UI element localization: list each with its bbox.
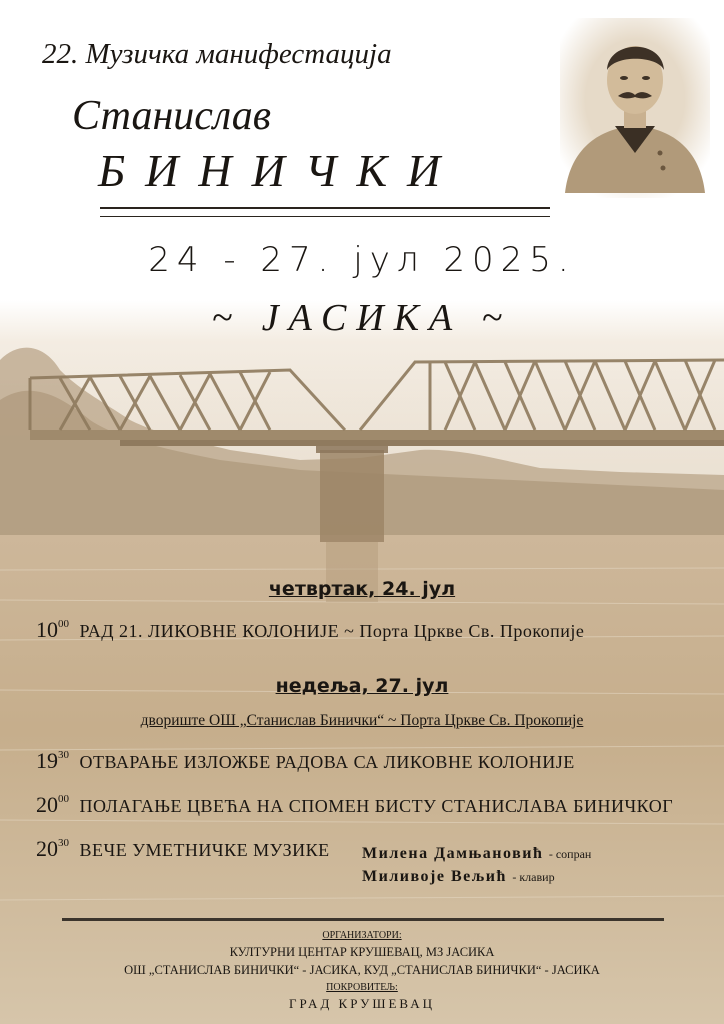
day2-event-3	[36, 836, 330, 862]
event-time: $20^{30}$	[36, 836, 69, 861]
festival-dates: 24 - 27. јул 2025.	[148, 240, 576, 280]
event-description: РАД 21. ЛИКОВНЕ КОЛОНИЈЕ ~ Порта Цркве Св. Прокопије	[79, 621, 585, 641]
day2-heading: недеља, 27. јул	[275, 675, 449, 697]
event-time: $10^{00}$	[36, 617, 69, 642]
event-description: ПОЛАГАЊЕ ЦВЕЋА НА СПОМЕН БИСТУ СТАНИСЛАВА БИНИЧКОГ	[79, 796, 674, 816]
festival-place: ~ ЈАСИКА ~	[211, 297, 513, 339]
day2-venues: двориште ОШ „Станислав Бинички“ ~ Порта Цркве Св. Прокопије	[140, 712, 584, 729]
footer-divider	[62, 918, 664, 921]
organizers-line-2: ОШ „СТАНИСЛАВ БИНИЧКИ“ - ЈАСИКА, КУД „СТАНИСЛАВ БИНИЧКИ“ - ЈАСИКА	[124, 963, 600, 977]
event-time: $20^{00}$	[36, 792, 69, 817]
festival-title-first: Станислав	[72, 93, 271, 139]
sponsor-name: ГРАД КРУШЕВАЦ	[288, 996, 436, 1011]
title-divider	[100, 207, 550, 217]
event-time: $19^{30}$	[36, 748, 69, 773]
day2-event-2	[36, 792, 673, 818]
organizers-label: ОРГАНИЗАТОРИ:	[322, 930, 402, 941]
performer-piano: Миливоје Вељић - клавир	[362, 868, 555, 885]
portrait-image	[560, 18, 710, 198]
festival-subtitle: 22. Музичка манифестација	[42, 38, 392, 70]
sponsor-label: ПОКРОВИТЕЉ:	[326, 982, 398, 993]
event-description: ВЕЧЕ УМЕТНИЧКЕ МУЗИКЕ	[79, 840, 330, 860]
day1-heading: четвртак, 24. јул	[268, 578, 456, 600]
bridge-river-image	[0, 300, 724, 1024]
event-description: ОТВАРАЊЕ ИЗЛОЖБЕ РАДОВА СА ЛИКОВНЕ КОЛОНИЈЕ	[79, 752, 575, 772]
performer-soprano: Милена Дамњановић - сопран	[362, 845, 592, 862]
festival-title-last: БИНИЧКИ	[98, 145, 461, 196]
organizers-line-1: КУЛТУРНИ ЦЕНТАР КРУШЕВАЦ, МЗ ЈАСИКА	[229, 945, 495, 959]
day1-event-1	[36, 617, 584, 643]
day2-event-1	[36, 748, 575, 774]
